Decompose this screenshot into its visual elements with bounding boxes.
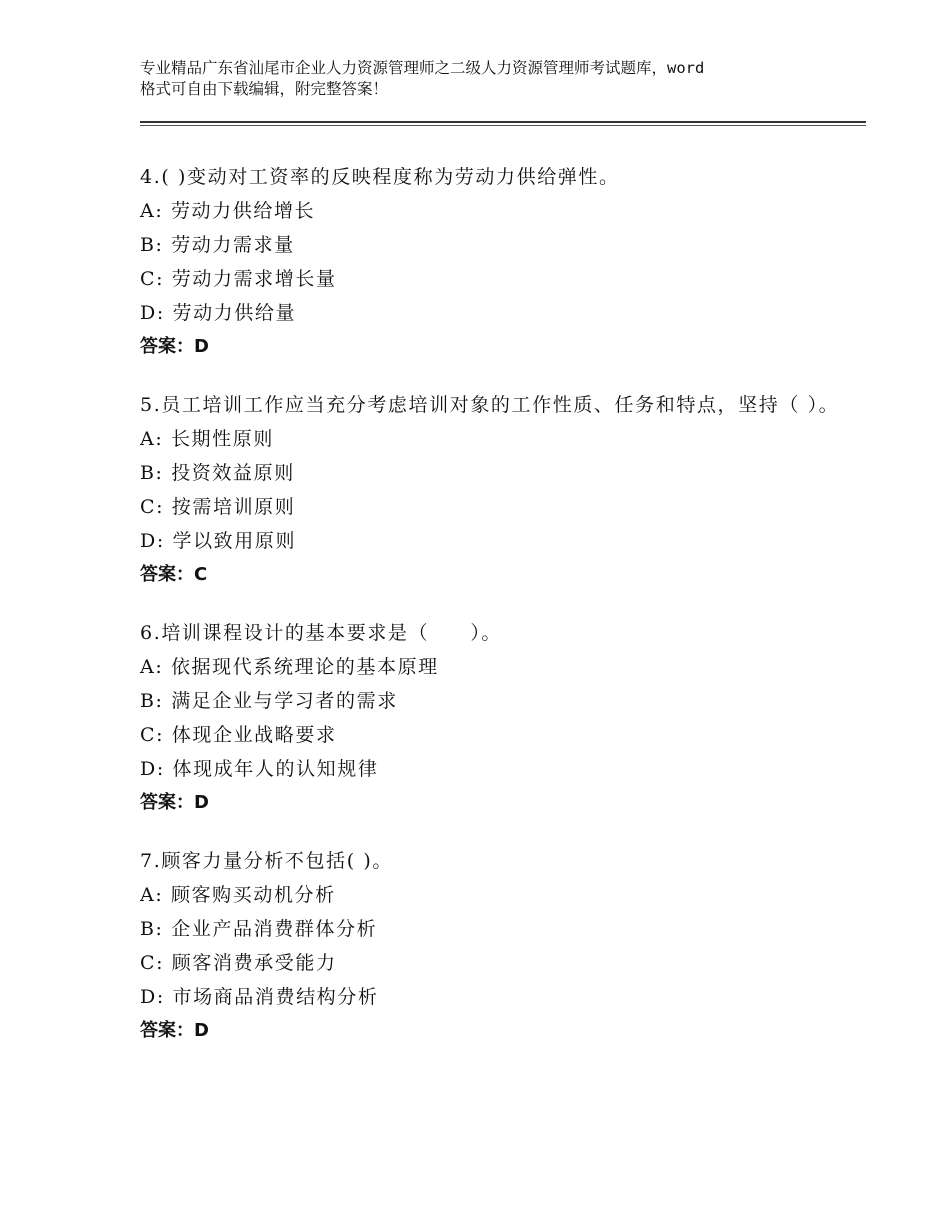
question-7 — [140, 844, 840, 1048]
document-header — [140, 58, 840, 100]
header-line-2: 格式可自由下载编辑，附完整答案！ — [140, 80, 389, 98]
option-d: D: 学以致用原则 — [140, 530, 297, 552]
question-stem: 7.顾客力量分析不包括( )。 — [140, 850, 393, 872]
option-a: A: 依据现代系统理论的基本原理 — [140, 656, 439, 678]
option-c: C: 劳动力需求增长量 — [140, 268, 337, 290]
option-c: C: 顾客消费承受能力 — [140, 952, 337, 974]
option-a: A: 顾客购买动机分析 — [140, 884, 336, 906]
option-a: A: 长期性原则 — [140, 428, 274, 450]
answer: 答案：D — [140, 792, 209, 813]
option-b: B: 满足企业与学习者的需求 — [140, 690, 398, 712]
header-divider-thin — [140, 125, 866, 126]
option-d: D: 劳动力供给量 — [140, 302, 297, 324]
answer: 答案：D — [140, 336, 209, 357]
option-d: D: 体现成年人的认知规律 — [140, 758, 379, 780]
question-5 — [140, 388, 840, 592]
question-stem: 4.( )变动对工资率的反映程度称为劳动力供给弹性。 — [140, 166, 620, 188]
header-line-1: 专业精品广东省汕尾市企业人力资源管理师之二级人力资源管理师考试题库，word — [140, 59, 705, 77]
question-6 — [140, 616, 840, 820]
question-stem: 6.培训课程设计的基本要求是（ ）。 — [140, 622, 503, 644]
option-b: B: 投资效益原则 — [140, 462, 295, 484]
answer: 答案：D — [140, 1020, 209, 1041]
option-b: B: 企业产品消费群体分析 — [140, 918, 378, 940]
question-stem: 5.员工培训工作应当充分考虑培训对象的工作性质、任务和特点，坚持（ ）。 — [140, 394, 840, 416]
option-a: A: 劳动力供给增长 — [140, 200, 316, 222]
question-list — [140, 160, 840, 1072]
option-b: B: 劳动力需求量 — [140, 234, 295, 256]
header-divider — [140, 121, 866, 123]
option-d: D: 市场商品消费结构分析 — [140, 986, 379, 1008]
answer: 答案：C — [140, 564, 208, 585]
option-c: C: 体现企业战略要求 — [140, 724, 337, 746]
option-c: C: 按需培训原则 — [140, 496, 296, 518]
question-4 — [140, 160, 840, 364]
